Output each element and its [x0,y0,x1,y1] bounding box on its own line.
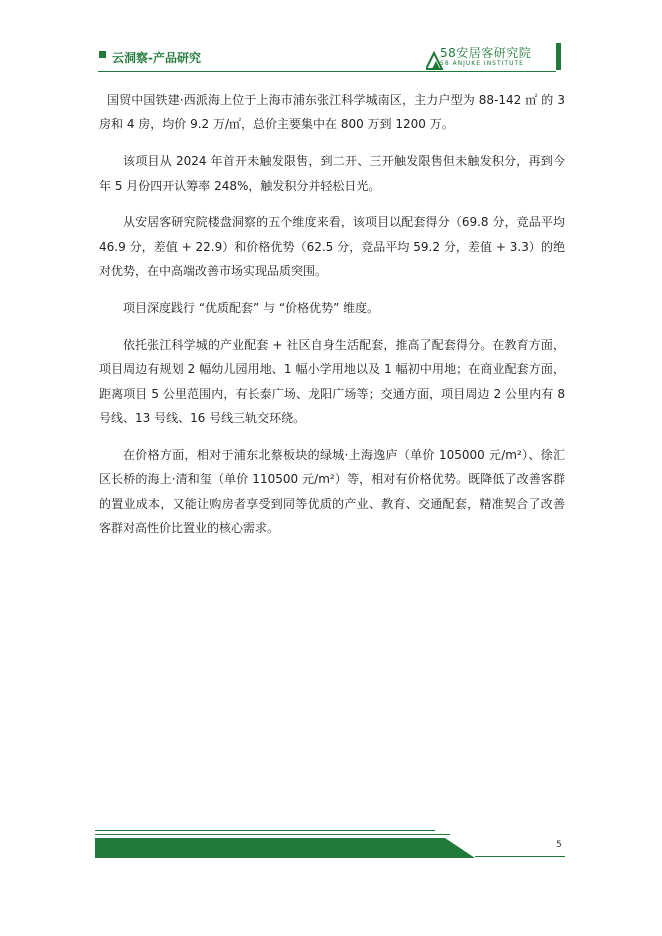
page-header [0,0,662,80]
article-body [99,88,565,553]
paragraph-amenities: 依托张江科学城的产业配套 + 社区自身生活配套，推高了配套得分。在教育方面，项目周边有规划 2 幅幼儿园用地、1 幅小学用地以及 1 幅初中用地；在商业配套方面，距离项目 5 公里范围内，有长泰广场、龙阳广场等；交通方面，项目周边 2 公里内有 8 号线、13 号线、16 号线三轨交环绕。 [99,337,565,426]
paragraph-price-advantage: 在价格方面，相对于浦东北蔡板块的绿城·上海逸庐（单价 105000 元/m²）、徐汇区长桥的海上·清和玺（单价 110500 元/m²）等，相对有价格优势。既降低了改善客群的置业成本，又能让购房者享受到同等优质的产业、教育、交通配套，精准契合了改善客群对高性价比置业的核心需求。 [99,447,565,536]
paragraph-project-intro: 国贸中国铁建·西派海上位于上海市浦东张江科学城南区，主力户型为 88-142 ㎡ 的 3 房和 4 房，均价 9.2 万/㎡，总价主要集中在 800 万到 1200 万。 [99,93,565,132]
header-title: 云洞察-产品研究 [112,51,201,65]
header-divider [98,71,556,72]
footer-line [95,830,435,831]
footer-right-rule [475,856,565,857]
logo-chinese-text: 58安居客研究院 [440,46,532,60]
header-square-icon [99,51,106,58]
paragraph-dimension-scores: 从安居客研究院楼盘洞察的五个维度来看，该项目以配套得分（69.8 分，竞品平均 46.9 分，差值 + 22.9）和价格优势（62.5 分，竞品平均 59.2 分，差值 + 3.3）的绝对优势，在中高端改善市场实现品质突围。 [99,215,565,279]
paragraph-key-dimensions: 项目深度践行 “优质配套” 与 “价格优势” 维度。 [123,301,380,316]
footer-green-band [95,838,475,858]
page-number: 5 [556,840,562,850]
footer-line [95,834,450,835]
header-accent-bar [556,43,561,70]
logo-english-text: 58 ANJUKE INSTITUTE [440,60,524,67]
paragraph-sales-history: 该项目从 2024 年首开未触发限售，到二开、三开触发限售但未触发积分，再到今年 5 月份四开认筹率 248%，触发积分并轻松日光。 [99,154,565,193]
